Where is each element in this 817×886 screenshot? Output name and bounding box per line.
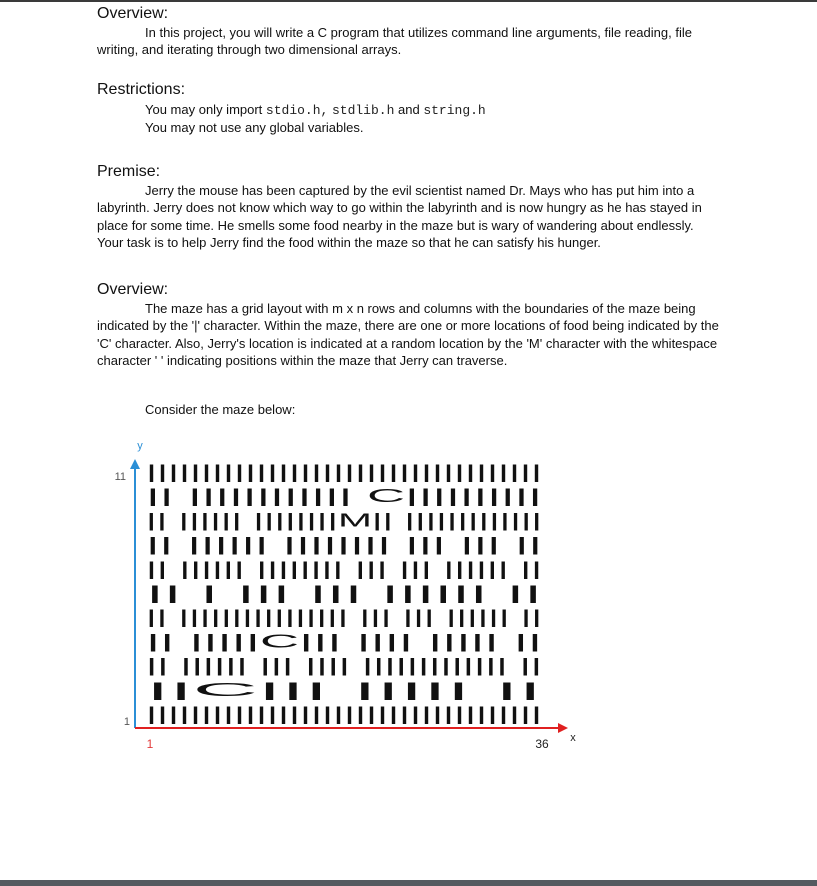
y-tick-bottom: 1 — [123, 716, 130, 728]
restrictions-globals-line: You may not use any global variables. — [145, 120, 364, 135]
maze-grid — [146, 462, 542, 724]
maze-row: || |||||| |||||||| ||| ||| |||||| || — [146, 558, 542, 579]
maze-row: || | ||| ||| |||||| || — [146, 583, 542, 603]
premise-text: Jerry the mouse has been captured by the evil scientist named Dr. Mays who has put him into a labyrinth. Jerry does not know which way to go within the labyrinth and is now hungry as he has stayed in place for some time. He smells some food nearby in the maze but is wary of wandering about endlessly. Your task is to help Jerry find the food within the maze so that he can satisfy his hunger. — [97, 183, 702, 251]
lib-stdlib: stdlib.h — [331, 103, 395, 118]
maze-row: || |||||| |||||||| ||| ||| || — [146, 534, 542, 555]
maze-overview-heading: Overview: — [97, 281, 169, 298]
premise-heading: Premise: — [97, 163, 161, 180]
restrictions-heading: Restrictions: — [97, 81, 186, 98]
x-axis-label: x — [570, 732, 576, 744]
y-tick-top: 11 — [114, 471, 126, 483]
y-axis-label: y — [137, 440, 143, 452]
x-tick-end: 36 — [535, 737, 549, 751]
restrictions-imports-line: You may only import stdio.h, stdlib.h and string.h — [145, 102, 486, 118]
consider-text: Consider the maze below: — [145, 402, 296, 417]
maze-overview-text: The maze has a grid layout with m x n rows and columns with the boundaries of the maze being indicated by the '|' character. Within the maze, there are one or more locations of food being indicated by the 'C' character. Also, Jerry's location is indicated at a random location by the 'M' character with the whitespace character ' ' indicating positions within the maze that Jerry can traverse. — [97, 301, 719, 369]
y-axis-arrowhead — [130, 459, 140, 469]
maze-row: |||||||||||||||||||||||||||||||||||| — [146, 704, 542, 724]
maze-row: || |||||| ||||||||M|| ||||||||||||| — [146, 510, 542, 531]
maze-row: || |||||| ||| |||| ||||||||||||| || — [146, 655, 542, 676]
x-tick-start: 1 — [146, 737, 154, 751]
lib-string: string.h — [423, 103, 486, 118]
lib-stdio: stdio.h, — [265, 103, 329, 118]
x-axis-arrowhead — [558, 723, 568, 733]
maze-row: ||C||| ||||| || — [146, 679, 542, 700]
page-bottom-bar — [0, 880, 817, 886]
maze-row: || |||||||||||| C|||||||||| — [146, 486, 542, 507]
maze-row: || |||||C||| |||| ||||| || — [146, 631, 542, 652]
maze-row: |||||||||||||||||||||||||||||||||||| — [146, 462, 542, 482]
overview-heading: Overview: — [97, 5, 169, 22]
overview-text: In this project, you will write a C program that utilizes command line arguments, file reading, file writing, and iterating through two dimensional arrays. — [97, 25, 692, 58]
maze-row: || |||||||||||||||| ||| ||| |||||| || — [146, 607, 542, 628]
